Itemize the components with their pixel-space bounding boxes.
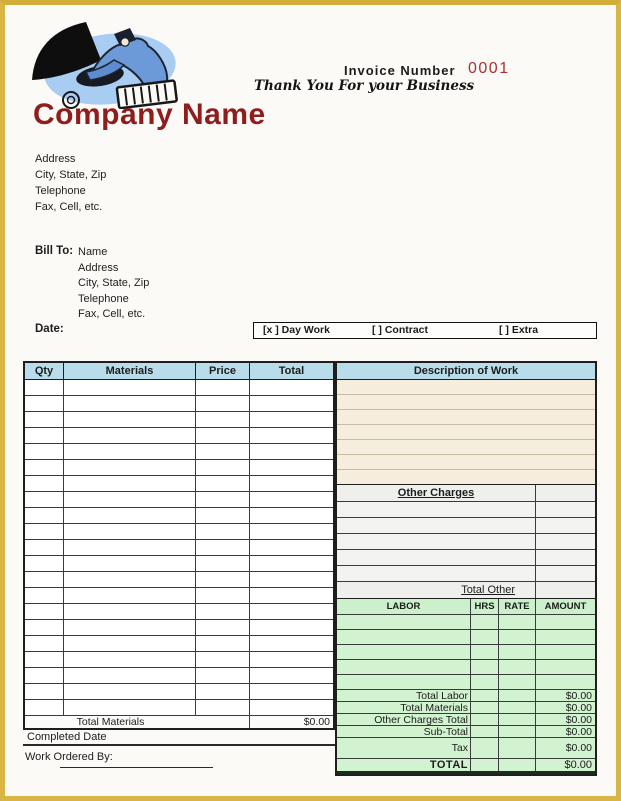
company-name: Company Name — [33, 98, 266, 131]
other-charges-body — [337, 502, 595, 582]
qty-column-header: Qty — [25, 363, 64, 379]
completed-date-field[interactable]: Completed Date — [23, 730, 335, 746]
materials-empty-row[interactable] — [25, 508, 333, 524]
description-empty-row[interactable] — [337, 455, 595, 470]
work-type-selector — [253, 322, 597, 339]
company-address-line[interactable]: Address — [35, 153, 76, 165]
labor-empty-row[interactable] — [337, 675, 595, 690]
materials-empty-row[interactable] — [25, 444, 333, 460]
description-empty-row[interactable] — [337, 440, 595, 455]
materials-empty-row[interactable] — [25, 492, 333, 508]
materials-table — [23, 361, 335, 730]
amount-column-header: AMOUNT — [535, 599, 595, 614]
materials-table-body — [25, 380, 333, 716]
tax-row — [337, 738, 595, 759]
labor-empty-row[interactable] — [337, 645, 595, 660]
other-charges-amount-header-cell — [535, 485, 595, 501]
labor-column-header: LABOR — [386, 601, 421, 612]
materials-empty-row[interactable] — [25, 380, 333, 396]
total-materials-row — [337, 702, 595, 714]
materials-empty-row[interactable] — [25, 460, 333, 476]
materials-empty-row[interactable] — [25, 572, 333, 588]
tagline: Thank You For your Business — [254, 78, 475, 94]
invoice-number-label: Invoice Number — [344, 63, 456, 78]
materials-empty-row[interactable] — [25, 604, 333, 620]
materials-empty-row[interactable] — [25, 476, 333, 492]
tax-value[interactable]: $0.00 — [535, 738, 595, 758]
materials-empty-row[interactable] — [25, 540, 333, 556]
grand-total-label: TOTAL — [429, 759, 468, 771]
labor-table-body — [337, 615, 595, 690]
other-charges-empty-row[interactable] — [337, 534, 595, 550]
work-ordered-by-label: Work Ordered By: — [25, 751, 113, 763]
other-charges-total-label: Other Charges Total — [374, 713, 468, 726]
mechanic-car-illustration — [26, 14, 186, 109]
other-charges-header-row — [337, 485, 595, 502]
materials-empty-row[interactable] — [25, 636, 333, 652]
invoice-number-value[interactable]: 0001 — [468, 60, 510, 77]
materials-column-header: Materials — [64, 363, 196, 379]
mechanic-logo-icon — [26, 14, 186, 109]
bill-to-label: Bill To: — [35, 245, 74, 257]
description-empty-row[interactable] — [337, 380, 595, 395]
work-type-option-day-work[interactable]: [x ] Day Work — [263, 324, 330, 336]
other-charges-empty-row[interactable] — [337, 502, 595, 518]
other-charges-header: Other Charges — [397, 487, 475, 499]
total-materials-value: $0.00 — [535, 702, 595, 713]
bill-to-fax-line[interactable]: Fax, Cell, etc. — [78, 308, 146, 321]
labor-empty-row[interactable] — [337, 660, 595, 675]
description-of-work-area — [337, 380, 595, 485]
materials-empty-row[interactable] — [25, 556, 333, 572]
sub-total-label: Sub-Total — [423, 725, 468, 738]
work-description-panel — [335, 361, 597, 776]
other-charges-empty-row[interactable] — [337, 518, 595, 534]
work-type-option-extra[interactable]: [ ] Extra — [499, 324, 539, 336]
materials-empty-row[interactable] — [25, 588, 333, 604]
other-charges-empty-row[interactable] — [337, 566, 595, 582]
rate-column-header: RATE — [498, 599, 535, 614]
other-charges-total-row — [337, 714, 595, 726]
description-of-work-header: Description of Work — [337, 363, 595, 380]
bill-to-address-line[interactable]: Address — [78, 261, 119, 274]
hrs-column-header: HRS — [470, 599, 498, 614]
total-labor-label: Total Labor — [416, 689, 468, 702]
description-empty-row[interactable] — [337, 410, 595, 425]
materials-total-value: $0.00 — [303, 716, 330, 728]
bill-to-city-line[interactable]: City, State, Zip — [78, 277, 150, 290]
materials-empty-row[interactable] — [25, 684, 333, 700]
company-city-line[interactable]: City, State, Zip — [35, 169, 107, 181]
work-type-option-contract[interactable]: [ ] Contract — [372, 324, 428, 336]
labor-table-header — [337, 599, 595, 615]
tax-label: Tax — [451, 742, 468, 754]
materials-table-header — [25, 363, 333, 380]
materials-empty-row[interactable] — [25, 396, 333, 412]
work-ordered-by-signature-line[interactable] — [60, 767, 213, 768]
materials-empty-row[interactable] — [25, 620, 333, 636]
materials-empty-row[interactable] — [25, 412, 333, 428]
total-other-row — [337, 582, 595, 599]
date-label: Date: — [35, 323, 64, 335]
description-empty-row[interactable] — [337, 470, 595, 485]
other-charges-total-value: $0.00 — [535, 714, 595, 725]
bill-to-telephone-line[interactable]: Telephone — [78, 292, 129, 305]
grand-total-row — [337, 759, 595, 774]
materials-total-label: Total Materials — [76, 716, 145, 728]
labor-empty-row[interactable] — [337, 615, 595, 630]
company-info-block — [35, 151, 106, 215]
total-labor-value: $0.00 — [535, 690, 595, 701]
total-labor-row — [337, 690, 595, 702]
company-fax-line[interactable]: Fax, Cell, etc. — [35, 201, 103, 213]
bill-to-name-line[interactable]: Name — [78, 246, 108, 258]
description-empty-row[interactable] — [337, 425, 595, 440]
sub-total-row — [337, 726, 595, 738]
materials-total-row — [25, 716, 333, 728]
sub-total-value: $0.00 — [535, 726, 595, 737]
materials-empty-row[interactable] — [25, 700, 333, 716]
grand-total-value: $0.00 — [535, 759, 595, 771]
materials-empty-row[interactable] — [25, 652, 333, 668]
total-column-header: Total — [278, 365, 305, 377]
total-other-value-cell[interactable] — [535, 582, 595, 598]
materials-empty-row[interactable] — [25, 524, 333, 540]
materials-empty-row[interactable] — [25, 428, 333, 444]
price-column-header: Price — [196, 363, 250, 379]
other-charges-empty-row[interactable] — [337, 550, 595, 566]
labor-empty-row[interactable] — [337, 630, 595, 645]
company-telephone-line[interactable]: Telephone — [35, 185, 86, 197]
total-materials-label: Total Materials — [400, 701, 468, 714]
description-empty-row[interactable] — [337, 395, 595, 410]
total-other-label: Total Other — [461, 584, 515, 596]
materials-empty-row[interactable] — [25, 668, 333, 684]
bill-to-block — [78, 245, 149, 323]
